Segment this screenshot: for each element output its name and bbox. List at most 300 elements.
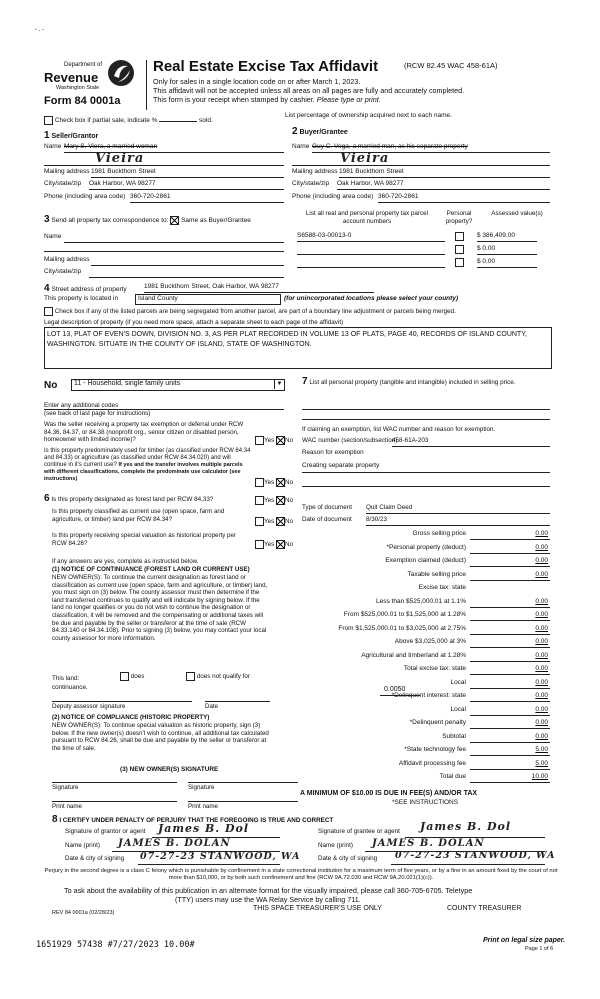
historic-question: Is this property receiving special valuation as historical property per RCW 84.26? (52, 532, 236, 547)
tax-row-field[interactable] (470, 733, 550, 743)
tax-row-value: 0.00 (535, 678, 548, 686)
segregated-row (44, 307, 456, 316)
owner2-signature-field[interactable] (188, 781, 298, 783)
tax-row-field[interactable] (470, 760, 550, 770)
corr-addr-field[interactable] (91, 256, 284, 266)
notice1-title: (1) NOTICE OF CONTINUANCE (FOREST LAND OR CURRENT USE) (52, 566, 250, 573)
tax-row-label: Less than $525,000.01 at 1.1% (376, 597, 466, 605)
doc-type-row (302, 504, 550, 514)
deputy-date-label: Date (205, 703, 219, 710)
tax-row-value: 0.00 (535, 543, 548, 551)
seller-section-number: 1 (44, 130, 50, 141)
corr-name-label: Name (44, 233, 62, 240)
tax-row (300, 571, 550, 581)
same-as-buyer-label: Same as Buyer/Grantee (181, 217, 251, 224)
seller-phone-row (44, 193, 284, 203)
owner1-print-name-label: Print name (52, 803, 82, 810)
correspondence-label: Send all property tax correspondence to: (51, 217, 169, 224)
street-address-field[interactable] (144, 283, 374, 293)
header-sub2: This affidavit will not be accepted unless all areas on all pages are fully and accurately completed. (153, 86, 465, 95)
tax-row-value: 0.00 (535, 638, 548, 645)
corr-addr-row (44, 256, 284, 266)
page-number: Page 1 of 6 (525, 946, 554, 952)
assessed-value: $ 0.00 (477, 245, 496, 252)
grantee-signature-label: Signature of grantee or agent (318, 828, 400, 835)
tax-row-field[interactable] (470, 773, 550, 783)
seller-name-line2 (44, 164, 284, 166)
tax-row (300, 557, 550, 567)
assessed-value: $ 386,409.00 (477, 232, 515, 239)
buyer-name-line2 (292, 164, 550, 166)
dept-state: Washington State (56, 85, 100, 91)
dept-revenue: Revenue (44, 70, 99, 85)
see-instructions: *SEE INSTRUCTIONS (392, 799, 459, 806)
tax-row-field[interactable] (470, 638, 550, 648)
partial-sold-label: sold. (199, 117, 213, 125)
seller-phone-label: Phone (including area code) (44, 193, 126, 200)
tax-row (300, 679, 550, 689)
continuance-label: continuance. (52, 684, 88, 691)
tax-row (300, 719, 550, 729)
street-address-row (44, 283, 550, 294)
buyer-phone-field[interactable] (378, 193, 550, 203)
seller-heading-label: Seller/Grantor (51, 133, 99, 140)
certify-text: I CERTIFY UNDER PENALTY OF PERJURY THAT THE FOREGOING IS TRUE AND CORRECT (59, 817, 334, 824)
personal-property-label: List all personal property (tangible and intangible) included in selling price. (309, 379, 516, 386)
does-label: does (130, 673, 145, 681)
parcel-row (297, 232, 550, 242)
seller-addr-value: 1981 Buckthorn Street (91, 168, 156, 175)
tax-row-label: From $1,525,000.01 to $3,025,000 at 2.75% (338, 624, 466, 632)
tax-row (300, 584, 550, 594)
tax-row (300, 665, 550, 675)
tax-row-label: Subtotal (442, 732, 466, 740)
tax-row-label: *Delinquent penalty (409, 719, 466, 726)
yes-label: Yes (264, 518, 275, 526)
doc-date-label: Date of document (302, 516, 352, 523)
stray-marks: - . - (35, 27, 44, 33)
header-sub3a: This form is your receipt when stamped by cashier. (153, 95, 315, 104)
seller-phone-field[interactable] (130, 193, 284, 203)
doc-type-label: Type of document (302, 504, 353, 511)
exemption-question: Was the seller receiving a property tax exemption or deferral under RCW 84.36, 84.37, or 84.38 (nonprofit org., senior citizen or disabled person, homeowner with limited income)? (44, 421, 244, 443)
tax-row-field[interactable] (470, 719, 550, 729)
tax-row (300, 638, 550, 648)
current-use-no-checkbox[interactable] (276, 517, 285, 526)
timber-yes-checkbox[interactable] (255, 478, 264, 487)
tax-row-label: *Personal property (deduct) (386, 543, 466, 551)
section5-number: No (44, 380, 58, 391)
seller-city-value: Oak Harbor, WA 98277 (89, 180, 156, 187)
tax-row-label: *Delinquent interest: state (391, 692, 466, 699)
header-sub3 (153, 95, 381, 104)
notice1-body: NEW OWNER(S): To continue the current designation as forest land or classification as current use (open space, farm and agriculture, or timber) land, you must sign on (3) below. The county assessor must then determine if the land transferred continues to qualify and will indicate by signing below. If the land no longer qualifies or you do not wish to continue the designation or classification, it will be removed and the compensating or additional taxes will be due and payable by the seller or transferor at the time of sale (RCW 84.33.140 or 84.34.108). Prior to signing (3) below, you may contact your local county assessor for more information. (52, 574, 268, 642)
no-label: No (285, 541, 294, 549)
wac-field[interactable] (392, 437, 550, 447)
assessed-value-field[interactable] (477, 258, 537, 268)
partial-sale-row (44, 116, 213, 125)
tax-row-field[interactable] (470, 706, 550, 716)
yes-label: Yes (264, 437, 275, 445)
local-rate: 0.0050 (384, 686, 406, 693)
same-as-buyer-checkbox[interactable] (170, 216, 179, 225)
historic-yes-checkbox[interactable] (255, 540, 264, 549)
parcel-account-field[interactable] (297, 258, 445, 268)
perjury-notice: Perjury in the second degree is a class C felony which is punishable by confinement in a state correctional institution for a maximum term of five years, or by a fine in an amount fixed by the court of not more than $10,000, or by both such confinement and fine (RCW 9A.72.030 and RCW 9A.20.021(1)(c)). (44, 868, 558, 881)
assessed-value-field[interactable] (477, 245, 537, 255)
treasurer-space-label: THIS SPACE TREASURER'S USE ONLY (253, 905, 382, 912)
buyer-city-value: Oak Harbor, WA 98277 (337, 180, 404, 187)
doc-date-field[interactable] (366, 516, 550, 526)
deputy-signature-field[interactable] (52, 700, 192, 702)
tax-row-label: Exemption claimed (deduct) (385, 557, 466, 564)
header-divider (146, 60, 147, 110)
no-label: No (285, 479, 294, 487)
tax-row-field[interactable] (470, 598, 550, 608)
seller-name-value: Mary S. Viera, a married woman (64, 143, 158, 150)
tax-row-value: 0.00 (535, 692, 548, 699)
buyer-city-label: City/state/zip (292, 180, 330, 187)
grantee-name-label: Name (print) (318, 842, 353, 849)
accessibility-line1: To ask about the availability of this publication in an alternate format for the visually impaired, please call 360-705-6705. Teletype (64, 886, 473, 895)
parcel-account-value: S6588-03-00013-0 (297, 232, 352, 239)
grantor-date-hw: 07-27-23 STANWOOD, WA (140, 851, 301, 862)
seller-name-handwritten: Vieira (95, 151, 145, 166)
grantor-name-hw: JAMES B. DOLAN (118, 838, 231, 849)
corr-name-line2 (44, 250, 284, 252)
revision-label: REV 84 0001a (02/28/23) (52, 910, 115, 916)
tax-row-label: From $525,000.01 to $1,525,000 at 1.28% (343, 611, 466, 618)
use-code-select[interactable] (71, 379, 285, 391)
additional-codes-note: (see back of last page for instructions) (44, 410, 151, 417)
tax-row-field[interactable] (470, 571, 550, 581)
wac-row (302, 437, 550, 447)
notice2-body: NEW OWNER(S): To continue special valuation as historic property, sign (3) below. If the new owner(s) doesn't wish to continue, all additional tax calculated pursuant to RCW 84.26, shall be due and payable by the seller or transferor at the time of sale. (52, 722, 269, 752)
tax-row-label: Total due (439, 773, 466, 780)
deputy-signature-label: Deputy assessor signature (52, 703, 126, 710)
forest-no-checkbox[interactable] (276, 496, 285, 505)
partial-percent-field[interactable] (159, 121, 197, 122)
parcel-account-field[interactable] (297, 245, 445, 255)
county-row (44, 295, 550, 306)
grantor-signature-label: Signature of grantor or agent (65, 828, 146, 835)
seller-city-label: City/state/zip (44, 180, 82, 187)
owner2-print-name-field[interactable] (188, 800, 298, 802)
revenue-swirl-icon (106, 58, 136, 88)
doc-type-field[interactable] (366, 504, 550, 514)
tax-row-value: 0.00 (535, 705, 548, 713)
tax-row-label: Local (450, 705, 466, 713)
yes-label: Yes (264, 497, 275, 505)
tax-row-value: 0.00 (535, 597, 548, 605)
corr-city-field[interactable] (89, 268, 284, 278)
tax-row-label: Local (450, 678, 466, 686)
doc-date-row (302, 516, 550, 526)
owner1-signature-field[interactable] (52, 781, 177, 783)
personal-property-field2[interactable] (302, 418, 550, 420)
partial-sale-checkbox[interactable] (44, 116, 53, 125)
minimum-fee-note: A MINIMUM OF $10.00 IS DUE IN FEE(S) AND/OR TAX (300, 790, 478, 797)
seller-heading (44, 130, 98, 141)
county-note: (for unincorporated locations please select your county) (284, 295, 459, 302)
personal-col-header: Personal property? (445, 210, 473, 225)
exemption-claim-label: If claiming an exemption, list WAC number and reason for exemption. (302, 426, 496, 433)
notice2-title: (2) NOTICE OF COMPLIANCE (HISTORIC PROPERTY) (52, 714, 210, 721)
tax-row (300, 611, 550, 621)
grantor-name-label: Name (print) (65, 842, 100, 849)
assessed-col-header: Assessed value(s) (491, 210, 543, 217)
owner2-print-name-label: Print name (188, 803, 218, 810)
tax-row-field[interactable] (470, 679, 550, 689)
tax-row-label: Above $3,025,000 at 3% (394, 638, 466, 645)
does-not-option (186, 672, 250, 681)
tax-row-value: 0.00 (535, 530, 548, 537)
tax-row (300, 706, 550, 716)
current-use-yes-checkbox[interactable] (255, 517, 264, 526)
buyer-name-value: Guy C. Vega, a married man, as his separate property (312, 143, 468, 150)
this-land-label: This land: (52, 675, 80, 682)
form-title: Real Estate Excise Tax Affidavit (153, 58, 379, 75)
dept-line1: Department of (64, 62, 103, 68)
timber-question-a: Is this property predominately used for timber (as classified under RCW 84.34 and 84.33) or agriculture (as classified under RCW 84.34.020) and will continue in it's current use? (44, 448, 251, 468)
tax-row-field[interactable] (470, 746, 550, 756)
tax-row-field[interactable] (470, 625, 550, 635)
county-select[interactable] (135, 294, 281, 305)
tax-row-label: Gross selling price (412, 530, 466, 537)
corr-name-row (44, 233, 284, 243)
reason-line2 (302, 485, 550, 487)
tax-row (300, 625, 550, 635)
yes-label: Yes (264, 541, 275, 549)
personal-property-field[interactable] (302, 408, 550, 410)
assessed-value: $ 0.00 (477, 258, 496, 265)
legal-label: Legal description of property (if you need more space, attach a separate sheet to each page of the affidavit) (44, 319, 550, 328)
exemption-yes-checkbox[interactable] (255, 436, 264, 445)
county-label: This property is located in (44, 295, 119, 302)
local-rate-line (380, 694, 420, 696)
tax-row (300, 746, 550, 756)
tax-row-value: 0.00 (535, 651, 548, 659)
tax-row-value: 10.00 (531, 773, 548, 780)
tax-row (300, 692, 550, 702)
tax-row-value: 0.00 (535, 557, 548, 564)
tax-row-label: Total excise tax: state (403, 665, 466, 672)
notice3-title: (3) NEW OWNER(S) SIGNATURE (120, 766, 219, 773)
doc-date-value: 8/30/23 (366, 516, 388, 523)
tax-row (300, 760, 550, 770)
deputy-date-field[interactable] (205, 700, 270, 702)
reason-line (302, 471, 550, 473)
tax-row-field[interactable] (470, 665, 550, 675)
tax-row-value: 5.00 (535, 759, 548, 767)
form-number: Form 84 0001a (44, 95, 121, 107)
buyer-name-label: Name (292, 143, 310, 150)
seller-addr-label: Mailing address (44, 168, 90, 175)
doc-type-value: Quit Claim Deed (366, 504, 413, 511)
parcel-col-header: List all real and personal property tax parcel account numbers (305, 210, 429, 225)
buyer-phone-row (292, 193, 550, 203)
tax-row-label: Taxable selling price (407, 570, 466, 578)
buyer-heading (292, 126, 348, 137)
section4-number: 4 (44, 283, 50, 294)
buyer-addr-row (292, 168, 550, 178)
grantee-signature-hw: James B. Dol (420, 820, 512, 833)
tax-row (300, 530, 550, 540)
tax-row-value: 0.00 (535, 732, 548, 740)
section3-number: 3 (44, 214, 50, 225)
tax-row (300, 544, 550, 554)
buyer-city-field[interactable] (337, 180, 550, 190)
current-use-answer (255, 517, 293, 526)
cashier-stamp: 1651929 57438 #7/27/2023 10.00# (36, 940, 195, 950)
seller-addr-field[interactable] (91, 168, 284, 178)
forest-answer (255, 496, 293, 505)
timber-question (44, 448, 254, 483)
accessibility-line2: (TTY) users may use the WA Relay Service by calling 711. (175, 895, 361, 904)
timber-no-checkbox[interactable] (276, 478, 285, 487)
ownership-note: List percentage of ownership acquired next to each name. (285, 112, 452, 119)
tax-row-field[interactable] (470, 692, 550, 702)
legal-description-field[interactable] (44, 327, 552, 369)
does-not-label: does not qualify for (196, 673, 250, 681)
segregated-checkbox[interactable] (44, 307, 53, 316)
tax-row (300, 652, 550, 662)
grantor-signature-hw: James B. Dol (158, 822, 250, 835)
tax-row-label: Excise tax: state (418, 584, 466, 591)
wac-value: 458-61A-203 (392, 437, 429, 444)
buyer-addr-field[interactable] (339, 168, 550, 178)
form-rcw: (RCW 82.45 WAC 458-61A) (404, 61, 498, 70)
tax-row-field[interactable] (470, 530, 550, 540)
does-not-checkbox[interactable] (186, 672, 195, 681)
forest-question-text: Is this property designated as forest land per RCW 84.33? (51, 496, 214, 503)
tax-row-value: 0.00 (535, 570, 548, 578)
forest-question (44, 495, 256, 504)
personal-property-list (302, 378, 550, 387)
timber-question-b: If yes and the transfer involves multiple parcels with different classifications, complete the predominate use calculator (see instructions) (44, 462, 243, 482)
historic-answer (255, 540, 293, 549)
corr-city-label: City/state/zip (44, 268, 82, 275)
header-sub1: Only for sales in a single location code on or after March 1, 2023. (153, 77, 361, 86)
section7-number: 7 (302, 376, 308, 387)
timber-answer (255, 478, 293, 487)
tax-row (300, 598, 550, 608)
seller-phone-value: 360-720-2861 (130, 193, 171, 200)
exemption-no-checkbox[interactable] (276, 436, 285, 445)
assessed-value-field[interactable] (477, 232, 537, 242)
owner2-signature-label: Signature (188, 784, 215, 791)
does-checkbox[interactable] (120, 672, 129, 681)
buyer-name-handwritten: Vieira (340, 151, 390, 166)
no-label: No (285, 437, 294, 445)
seller-addr-row (44, 168, 284, 178)
section6-number: 6 (44, 493, 50, 504)
corr-city-row (44, 268, 284, 278)
grantee-date-field[interactable] (391, 863, 545, 865)
partial-sale-label: Check box if partial sale, indicate % (54, 117, 158, 125)
yes-label: Yes (264, 479, 275, 487)
forest-yes-checkbox[interactable] (255, 496, 264, 505)
tax-row-field[interactable] (470, 544, 550, 554)
seller-name-label: Name (44, 143, 62, 150)
correspondence-row (44, 214, 251, 225)
segregated-label: Check box if any of the listed parcels are being segregated from another parcel, are part of a boundary line adjustment or parcels being merged. (54, 308, 456, 316)
wac-label: WAC number (section/subsection) (302, 437, 398, 444)
additional-codes-label: Enter any additional codes (44, 402, 119, 409)
tax-row-field[interactable] (470, 652, 550, 662)
buyer-phone-value: 360-720-2861 (378, 193, 419, 200)
does-option (120, 672, 144, 681)
current-use-question: Is this property classified as current use (open space, farm and agriculture, or timber) land per RCW 84.34? (52, 508, 225, 523)
tax-row-value: 5.00 (535, 746, 548, 753)
street-address-value: 1981 Buckthorn Street, Oak Harbor, WA 98277 (144, 283, 279, 290)
tax-row-value: 0.00 (535, 611, 548, 618)
seller-city-row (44, 180, 284, 190)
tax-row-field[interactable] (470, 611, 550, 621)
personal-property-checkbox[interactable] (455, 232, 464, 241)
buyer-name-row (292, 143, 550, 153)
buyer-city-row (292, 180, 550, 190)
chevron-down-icon[interactable]: ▼ (274, 380, 284, 389)
reason-value[interactable]: Creating separate property (302, 462, 380, 469)
corr-addr-label: Mailing address (44, 256, 90, 263)
county-treasurer-label: COUNTY TREASURER (447, 905, 522, 912)
reason-label: Reason for exemption (302, 449, 364, 456)
buyer-heading-label: Buyer/Grantee (299, 129, 348, 136)
no-label: No (285, 518, 294, 526)
buyer-phone-label: Phone (including area code) (292, 193, 374, 200)
seller-name-row (44, 143, 284, 153)
tax-row-value: 0.00 (535, 624, 548, 632)
tax-row-value: 0.00 (535, 719, 548, 726)
parcel-row (297, 258, 550, 268)
tax-row (300, 773, 550, 783)
section8-number: 8 (52, 814, 58, 825)
tax-row-field[interactable] (470, 557, 550, 567)
buyer-section-number: 2 (292, 126, 298, 137)
personal-property-checkbox[interactable] (455, 258, 464, 267)
print-legal-note: Print on legal size paper. (483, 937, 566, 944)
grantee-date-hw: 07-27-23 STANWOOD, WA (395, 850, 556, 861)
grantor-date-field[interactable] (138, 863, 280, 865)
use-code-value: 11 - Household, single family units (74, 380, 181, 387)
legal-description-value: LOT 13, PLAT OF EVEN'S DOWN, DIVISION NO. 3, AS PER PLAT RECORDED IN VOLUME 13 OF PLATS, PAGE 40, RECORDS OF ISLAND COUNTY, WASHINGTON. SITUATE IN THE COUNTY OF ISLAND, STATE OF WASHINGTON. (47, 331, 527, 348)
historic-no-checkbox[interactable] (276, 540, 285, 549)
grantee-date-label: Date & city of signing (318, 855, 378, 862)
grantee-name-hw: JAMES B. DOLAN (372, 838, 485, 849)
no-label: No (285, 497, 294, 505)
owner1-signature-label: Signature (52, 784, 79, 791)
corr-name-field[interactable] (64, 233, 284, 243)
header-sub3b: Please type or print. (316, 95, 381, 104)
exemption-answer (255, 436, 293, 445)
parcel-account-field[interactable] (297, 232, 445, 242)
grantor-date-label: Date & city of signing (65, 855, 125, 862)
street-address-label: Street address of property (51, 286, 127, 293)
county-value: Island County (138, 295, 178, 302)
if-yes-note: If any answers are yes, complete as instructed below. (52, 558, 199, 565)
tax-row-label: Affidavit processing fee (398, 759, 466, 767)
seller-city-field[interactable] (89, 180, 284, 190)
personal-property-checkbox[interactable] (455, 245, 464, 254)
parcel-row (297, 245, 550, 255)
tax-row (300, 733, 550, 743)
owner1-print-name-field[interactable] (52, 800, 177, 802)
tax-row-value: 0.00 (535, 665, 548, 672)
tax-row-label: *State technology fee (404, 746, 466, 753)
tax-row-label: Agricultural and timberland at 1.28% (361, 651, 466, 659)
buyer-addr-label: Mailing address (292, 168, 338, 175)
